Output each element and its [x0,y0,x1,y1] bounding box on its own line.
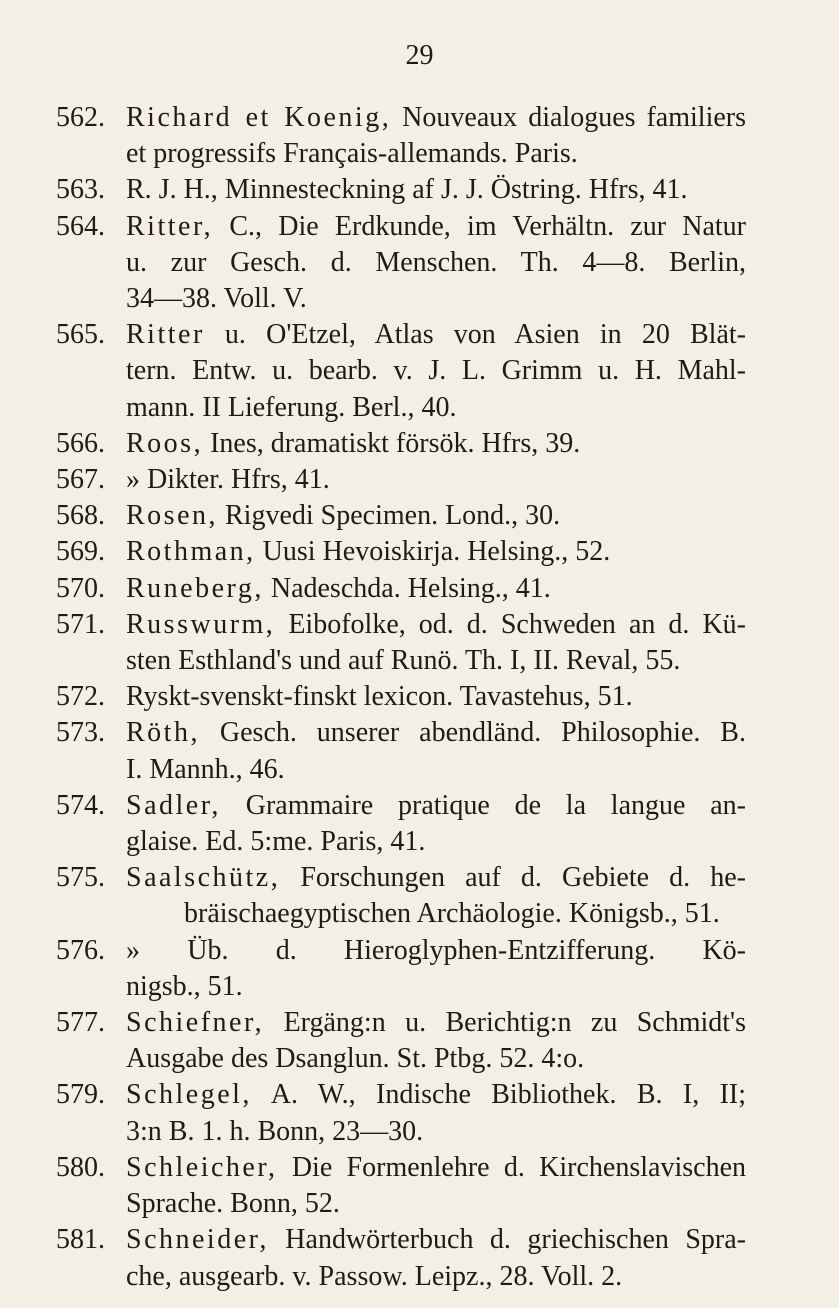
entry-author: Schiefner, [126,1007,265,1039]
bibliography-entry [56,679,746,715]
entry-number: 562. [56,102,105,133]
entry-continuation-line: 3:n B. 1. h. Bonn, 23—30. [126,1115,424,1147]
bibliography-entry [56,607,746,679]
entry-author: Rothman, [126,536,256,568]
entry-first-line [126,1222,746,1258]
entry-text: Forschungen auf d. Gebiete d. he- [280,862,746,894]
entry-continuation-line: 34—38. Voll. V. [126,283,307,315]
entry-text: » Dikter. Hfrs, 41. [126,464,330,496]
bibliography-list [56,100,746,1295]
entry-continuation-line: nigsb., 51. [126,970,243,1002]
entry-text: A. W., Indische Bibliothek. B. I, II; [251,1079,746,1111]
entry-author: Russwurm, [126,608,276,640]
entry-text: » Üb. d. Hieroglyphen-Entzifferung. Kö- [126,934,746,966]
entry-first-line [126,607,746,643]
entry-text: Nouveaux dialogues familiers [391,102,746,133]
entry-first-line [126,788,746,824]
bibliography-entry [56,172,746,208]
entry-continuation-line: tern. Entw. u. bearb. v. J. L. Grimm u. H. Mahl- [126,355,746,387]
entry-text: Grammaire pratique de la langue an- [220,789,746,821]
bibliography-entry [56,860,746,932]
bibliography-entry [56,1005,746,1077]
entry-first-line [126,1150,746,1186]
bibliography-entry [56,426,746,462]
entry-text: Rigvedi Specimen. Lond., 30. [218,500,561,532]
entry-continuation-line: u. zur Gesch. d. Menschen. Th. 4—8. Berlin, [126,246,746,278]
entry-continuation-line: Sprache. Bonn, 52. [126,1188,340,1220]
entry-number: 565. [56,319,105,351]
entry-first-line [126,426,746,462]
bibliography-entry [56,498,746,534]
entry-continuation-line: et progressifs Français-allemands. Paris. [126,138,578,170]
entry-author: Saalschütz, [126,862,281,894]
bibliography-entry [56,571,746,607]
page-number: 29 [405,40,434,71]
bibliography-entry [56,462,746,498]
entry-text: Ergäng:n u. Berichtig:n zu Schmidt's [264,1007,746,1039]
entry-first-line [126,1005,746,1041]
entry-author: Richard et Koenig, [126,102,392,133]
entry-first-line [126,209,746,245]
entry-text: Gesch. unserer abendländ. Philosophie. B. [199,717,746,749]
entry-text: Nadeschda. Helsing., 41. [263,572,551,604]
bibliography-entry [56,1222,746,1294]
bibliography-entry [56,209,746,318]
entry-continuation-line: bräischaegyptischen Archäologie. Königsb., 51. [184,898,720,930]
entry-number: 564. [56,210,105,242]
entry-first-line [126,498,746,534]
entry-text: u. O'Etzel, Atlas von Asien in 20 Blät- [204,319,746,351]
entry-continuation-line: I. Mannh., 46. [126,753,285,785]
bibliography-entry [56,788,746,860]
entry-text: R. J. H., Minnesteckning af J. J. Östring. Hfrs, 41. [126,174,688,206]
entry-number: 573. [56,717,105,749]
entry-number: 568. [56,500,105,532]
bibliography-entry [56,534,746,570]
entry-author: Röth, [126,717,200,749]
entry-number: 571. [56,608,105,640]
bibliography-entry [56,1150,746,1222]
entry-number: 566. [56,427,105,459]
bibliography-entry [56,715,746,787]
entry-number: 567. [56,464,105,496]
entry-text: Ryskt-svenskt-finskt lexicon. Tavastehus, 51. [126,681,633,713]
entry-number: 576. [56,934,105,966]
entry-first-line [126,933,746,969]
entry-first-line [126,172,746,208]
entry-first-line [126,534,746,570]
entry-text: Uusi Hevoiskirja. Helsing., 52. [255,536,611,568]
entry-number: 570. [56,572,105,604]
entry-first-line [126,100,746,136]
entry-first-line [126,462,746,498]
entry-number: 569. [56,536,105,568]
entry-author: Ritter [126,319,205,351]
entry-author: Sadler, [126,789,221,821]
entry-author: Schneider, [126,1224,269,1256]
entry-number: 575. [56,862,105,894]
entry-number: 563. [56,174,105,206]
entry-text: Die Formenlehre d. Kirchenslavischen [277,1151,746,1183]
entry-first-line [126,715,746,751]
entry-first-line [126,571,746,607]
entry-text: C., Die Erdkunde, im Verhältn. zur Natur [213,210,746,242]
entry-number: 579. [56,1079,105,1111]
entry-author: Roos, [126,427,204,459]
bibliography-entry [56,1077,746,1149]
entry-number: 577. [56,1007,105,1039]
entry-continuation-line: sten Esthland's und auf Runö. Th. I, II. Reval, 55. [126,645,681,677]
entry-text: Handwörterbuch d. griechischen Spra- [268,1224,746,1256]
entry-text: Eibofolke, od. d. Schweden an d. Kü- [275,608,746,640]
entry-first-line [126,317,746,353]
entry-author: Ritter, [126,210,214,242]
entry-text: Ines, dramatiskt försök. Hfrs, 39. [203,427,581,459]
entry-author: Schlegel, [126,1079,252,1111]
entry-continuation-line: glaise. Ed. 5:me. Paris, 41. [126,826,426,858]
entry-author: Runeberg, [126,572,264,604]
entry-continuation-line: che, ausgearb. v. Passow. Leipz., 28. Voll. 2. [126,1260,623,1292]
entry-number: 581. [56,1224,105,1256]
entry-number: 574. [56,789,105,821]
entry-first-line [126,1077,746,1113]
entry-first-line [126,860,746,896]
entry-continuation-line: mann. II Lieferung. Berl., 40. [126,391,457,423]
entry-continuation-line: Ausgabe des Dsanglun. St. Ptbg. 52. 4:o. [126,1043,585,1075]
entry-first-line [126,679,746,715]
bibliography-entry [56,933,746,1005]
bibliography-entry [56,317,746,426]
bibliography-entry [56,100,746,172]
entry-number: 580. [56,1151,105,1183]
entry-author: Schleicher, [126,1151,278,1183]
entry-number: 572. [56,681,105,713]
entry-author: Rosen, [126,500,218,532]
